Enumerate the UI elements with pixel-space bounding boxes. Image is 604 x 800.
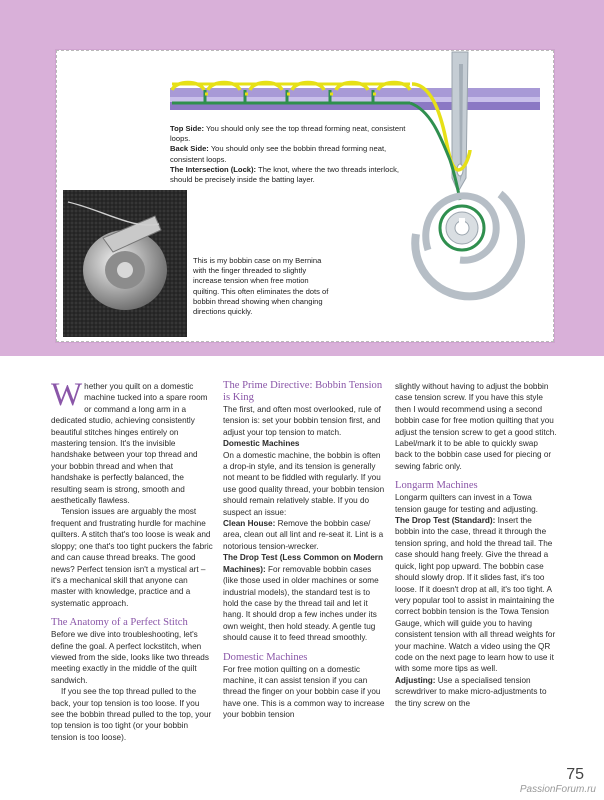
photo-caption: This is my bobbin case on my Bernina with the finger threaded to slightly increase tension when free motion quilting. This often eliminates the dots of bobbin thread showing when changing directions quickly. [193,256,329,317]
intersection-label: The Intersection (Lock): [170,164,257,174]
paragraph: The first, and often most overlooked, rule of tension is: set your bobbin tension first, and adjust your top tension to match. [223,405,381,437]
paragraph: For free motion quilting on a domestic machine, it can assist tension if you can thread the finger on your bobbin case if you have one. This is a common way to increase your bobbin tension [223,664,385,720]
adjusting-label: Adjusting: [395,675,436,685]
back-side-label: Back Side: [170,144,209,154]
subheading-domestic: Domestic Machines [223,439,300,449]
clean-house-label: Clean House: [223,519,276,529]
heading-domestic-machines: Domestic Machines [223,651,308,663]
bobbin-case-photo [63,190,187,337]
watermark: PassionForum.ru [519,784,596,795]
heading-anatomy: The Anatomy of a Perfect Stitch [51,617,188,629]
page-number: 75 [566,766,584,783]
clean-house-text: Remove the bobbin case/ area, clean out all lint and re-seat it. Lint is a notorious tension-wrecker. [223,519,384,551]
stitch-caption [170,124,422,185]
drop-test-standard-text: Insert the bobbin into the case, thread it through the tension spring, and hold the thread tail. The case should hang freely. Give the thread a quick, light pop upward. The bobbin case should slowly drop. If it slides fast, it's too loose. If it doesn't drop at all, it's too tight. A very popular tool to assist in maintaining the correct bobbin tension is the Towa Tension Gauge, which will guide you to having consistent tension with all thread weights for your machine. Watch a video using the QR code on the next page to learn how to use it with some more tips as well. [395,516,556,674]
paragraph: If you see the top thread pulled to the back, your top tension is too loose. If you see the bobbin thread pulled to the top, your top tension is too tight (or your bobbin tension is too loose). [51,687,212,742]
drop-test-label: The Drop Test (Less Common on Modern Machines): [223,553,383,574]
top-side-label: Top Side: [170,124,205,133]
paragraph: slightly without having to adjust the bobbin case tension screw. If you have this style then I would recommend using a second bobbin case for free motion quilting that you adjust the tension screw to get a good stitch. Label/mark it to be able to quickly swap back to the bobbin case used for piecing or sewing fabric only. [395,382,557,471]
drop-test-standard-label: The Drop Test (Standard): [395,516,496,526]
paragraph: Before we dive into troubleshooting, let's define the goal. A perfect lockstitch, when viewed from the side, looks like two threads meeting exactly in the middle of the quilt sandwich. [51,630,209,685]
top-side-text: You should only see the top thread forming neat, consistent loops. [170,124,406,144]
adjusting-text: Use a specialised tension screwdriver to make micro-adjustments to the tiny screw on the [395,675,547,708]
drop-test-text: For removable bobbin cases (like those used in older machines or some industrial models), the standard test is to hold the case by the thread tail and let it hang. It should drop a few inches under its own weight, then hold steady. A gentle tug should cause it to feed thread smoothly. [223,564,379,643]
paragraph: Longarm quilters can invest in a Towa tension gauge for testing and adjusting. [395,493,538,514]
paragraph: On a domestic machine, the bobbin is often a drop-in style, and its tension is generally not meant to be fiddled with regularly. If you use good quality thread, your bobbin tension should remain relatively stable. If you do suspect an issue: [223,450,385,517]
column-1 [51,377,213,743]
heading-prime-directive: The Prime Directive: Bobbin Tension is King [223,380,383,403]
intersection-text: The knot, where the two threads interlock, should be precisely inside the batting layer. [170,164,400,185]
drop-cap: W [51,377,83,413]
heading-longarm: Longarm Machines [395,480,478,492]
intro-paragraph: hether you quilt on a domestic machine tucked into a spare room or command a long arm in a dedicated studio, achieving consistently beautiful stitches hinges entirely on mastering tension. It's the invisible handshake between your top thread and your bobbin thread and when that handshake is perfectly balanced, the resulting seam is strong, smooth and aesthetically flawless. [51,382,208,506]
column-3 [395,381,557,709]
column-2 [223,380,385,721]
paragraph: Tension issues are arguably the most frequent and frustrating hurdle for machine quilters. A stitch that's too loose is weak and sloppy; one that's too tight puckers the fabric and can cause thread breaks. The good news? Perfect tension isn't a mystical art – it's a mechanical skill that anyone can master with knowledge, practice and a systematic approach. [51,507,213,608]
back-side-text: You should only see the bobbin thread forming neat, consistent loops. [170,144,387,164]
